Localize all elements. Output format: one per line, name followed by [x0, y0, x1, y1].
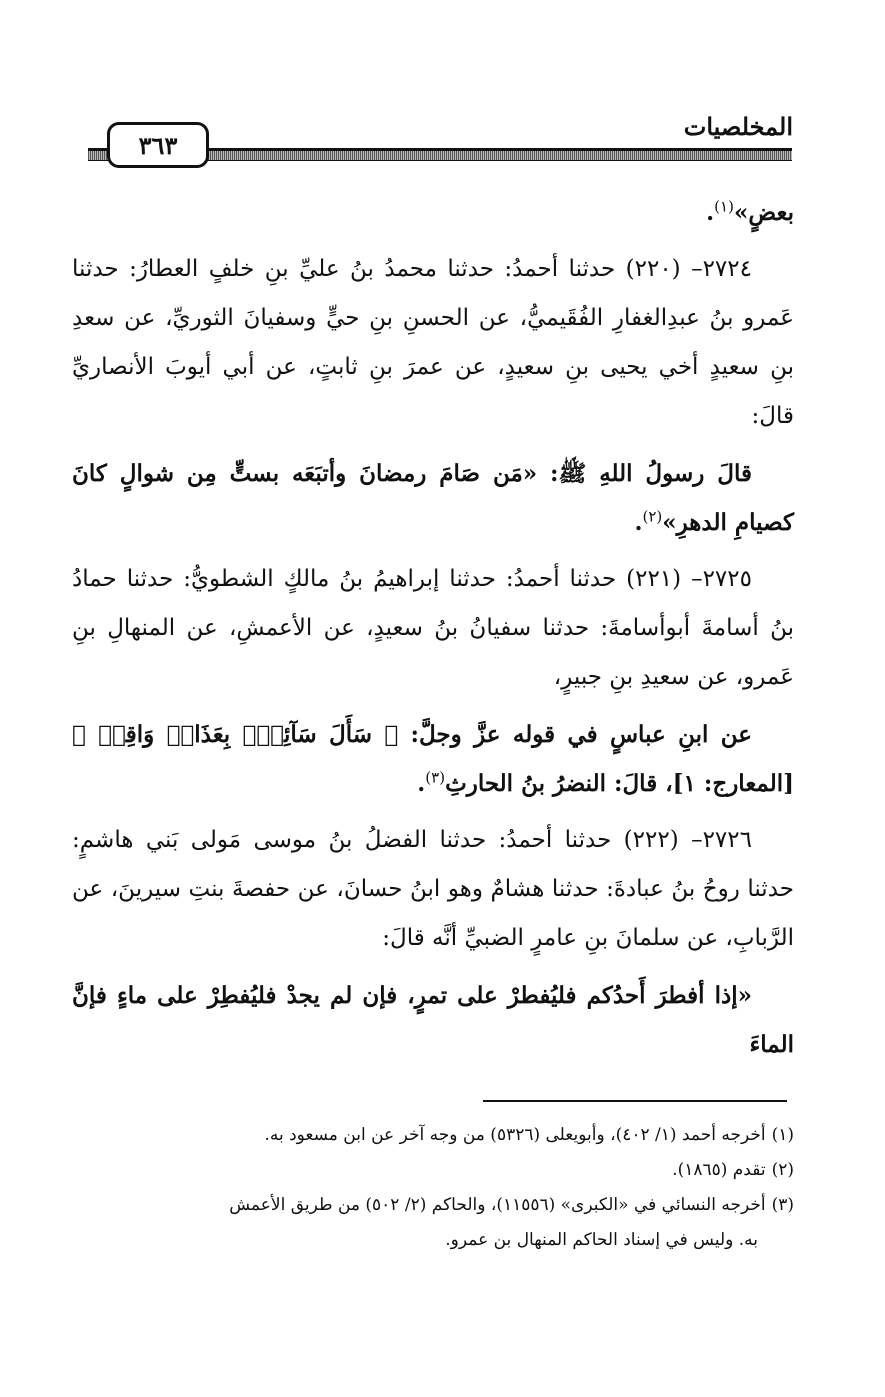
- paragraph-end: .: [706, 199, 715, 226]
- footnote-ref: (٢): [642, 507, 663, 526]
- footnote-3: [72, 1190, 794, 1221]
- paragraph-text: بعضٍ»: [733, 199, 794, 226]
- footnote-3-continued: به. وليس في إسناد الحاكم المنهال بن عمرو.: [445, 1230, 758, 1250]
- running-title: المخلصيات: [676, 112, 793, 141]
- main-text: [72, 188, 794, 1077]
- footnote-number: (٣): [771, 1195, 794, 1215]
- paragraph-text: عن ابنِ عباسٍ في قوله عزَّ وجلَّ: ﴿ سَأَلَ سَآئِلُۢ بِعَذَابٖ وَاقِعٖ ﴾ [المعارج: ١]، قالَ: النضرُ بنُ الحارثِ: [72, 721, 794, 797]
- hadith-matn-2725: [72, 710, 794, 808]
- hadith-isnad-2726: ٢٧٢٦– (٢٢٢) حدثنا أحمدُ: حدثنا الفضلُ بنُ موسى مَولى بَني هاشمٍ: حدثنا روحُ بنُ عبادةَ: حدثنا هشامٌ وهو ابنُ حسانَ، عن حفصةَ بنتِ سيرينَ، عن الرَّبابِ، عن سلمانَ بنِ عامرٍ الضبيِّ أنَّه قالَ:: [72, 827, 794, 951]
- footnote-text: أخرجه النسائي في «الكبرى» (١١٥٥٦)، والحاكم (٢/ ٥٠٢) من طريق الأعمش: [229, 1195, 766, 1215]
- paragraph-end: .: [417, 770, 426, 797]
- footnotes: [72, 1120, 794, 1260]
- paragraph-text: قالَ رسولُ اللهِ ﷺ: «مَن صَامَ رمضانَ وأتبَعَه بستٍّ مِن شوالٍ كانَ كصيامِ الدهرِ»: [72, 460, 794, 536]
- hadith-isnad-2725: ٢٧٢٥– (٢٢١) حدثنا أحمدُ: حدثنا إبراهيمُ بنُ مالكٍ الشطويُّ: حدثنا حمادُ بنُ أسامةَ أبوأسامةَ: حدثنا سفيانُ بنُ سعيدٍ، عن الأعمشِ، عن المنهالِ بنِ عَمرو، عن سعيدِ بنِ جبيرٍ،: [72, 566, 794, 690]
- footnote-ref: (٣): [425, 768, 446, 787]
- paragraph-continuation: [72, 188, 794, 237]
- page-number: ٣٦٣: [107, 122, 209, 168]
- footnote-text: تقدم (١٨٦٥).: [672, 1160, 766, 1180]
- footnote-ref: (١): [714, 197, 734, 216]
- footnote-2: [72, 1155, 794, 1186]
- paragraph-end: .: [634, 509, 643, 536]
- footnote-number: (١): [771, 1125, 794, 1145]
- footnote-separator: [483, 1100, 787, 1102]
- footnote-number: (٢): [771, 1160, 794, 1180]
- footnote-1: [72, 1120, 794, 1151]
- hadith-matn-2724: [72, 449, 794, 547]
- hadith-matn-2726: «إذا أفطرَ أَحدُكم فليُفطرْ على تمرٍ، فإن لم يجدْ فليُفطِرْ على ماءٍ فإنَّ الماءَ: [72, 982, 794, 1058]
- footnote-text: أخرجه أحمد (١/ ٤٠٢)، وأبويعلى (٥٣٢٦) من وجه آخر عن ابن مسعود به.: [264, 1125, 766, 1145]
- hadith-isnad-2724: ٢٧٢٤– (٢٢٠) حدثنا أحمدُ: حدثنا محمدُ بنُ عليِّ بنِ خلفٍ العطارُ: حدثنا عَمرو بنُ عبدِالغفارِ الفُقَيميُّ، عن الحسنِ بنِ حيٍّ وسفيانَ الثوريِّ، عن سعدِ بنِ سعيدٍ أخي يحيى بنِ سعيدٍ، عن عمرَ بنِ ثابتٍ، عن أبي أيوبَ الأنصاريِّ قالَ:: [72, 256, 794, 429]
